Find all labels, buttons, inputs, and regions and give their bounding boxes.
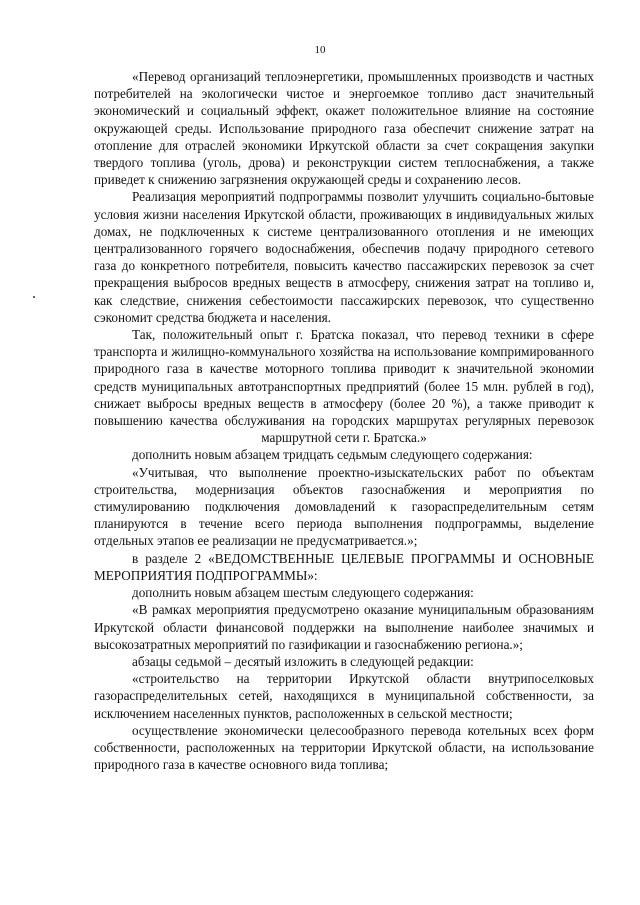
paragraph-gas-transfer-effect: «Перевод организаций теплоэнергетики, промышленных производств и частных потребителей на экологически чистое и энергоемкое топливо даст значительный экономический и социальный эффект, окажет положительное влияние на состояние окружающей среды. Использование природного газа обеспечит снижение затрат на отопление для отраслей экономики Иркутской области за счет сокращения закупки твердого топлива (уголь, дрова) и реконструкции систем теплоснабжения, а также приведет к снижению загрязнения окружающей среды и сохранению лесов.	[94, 69, 594, 188]
page-number: 10	[314, 44, 326, 56]
paragraph-subprogram-implementation: Реализация мероприятий подпрограммы позволит улучшить социально-бытовые условия жизни населения Иркутской области, проживающих в индивидуальных жилых домах, не подключенных к системе централизованного отопления и не имеющих централизованного горячего водоснабжения, обеспечив подачу природного сетевого газа до конкретного потребителя, повысить качество пассажирских перевозок за счет прекращения выбросов вредных веществ в атмосферу, снижения затрат на топливо и, как следствие, снижения себестоимости пассажирских перевозок, что существенно сэкономит средства бюджета и населения.	[94, 189, 594, 325]
paragraph-stages-quote: «Учитывая, что выполнение проектно-изыскательских работ по объектам строительства, модернизация объектов газоснабжения и мероприятия по стимулированию подключения домовладений к газораспределительным сетям планируются в течение всего периода выполнения подпрограммы, выделение отдельных этапов ее реализации не предусматривается.»;	[94, 464, 594, 549]
paragraph-boiler-transfer: осуществление экономически целесообразного перевода котельных всех форм собственности, расположенных на территории Иркутской области, на использование природного газа в качестве основного вида топлива;	[94, 722, 594, 773]
paragraph-7-10-redaction: абзацы седьмой – десятый изложить в следующей редакции:	[132, 653, 474, 669]
paragraph-section-2-heading: в разделе 2 «ВЕДОМСТВЕННЫЕ ЦЕЛЕВЫЕ ПРОГРАММЫ И ОСНОВНЫЕ МЕРОПРИЯТИЯ ПОДПРОГРАММЫ»:	[94, 550, 594, 583]
paragraph-bratsk-experience: Так, положительный опыт г. Братска показал, что перевод техники в сфере транспорта и жилищно-коммунального хозяйства на использование компримированного природного газа в качестве моторного топлива приводит к значительной экономии средств муниципальных автотранспортных предприятий (более 15 млн. рублей в год), снижает выбросы вредных веществ в атмосферу (более 20 %), а также приводит к повышению качества обслуживания на городских маршрутах регулярных перевозок маршрутной сети г. Братска.»	[94, 327, 594, 446]
paragraph-add-6th: дополнить новым абзацем шестым следующего содержания:	[132, 585, 474, 601]
paragraph-add-37th: дополнить новым абзацем тридцать седьмым следующего содержания:	[132, 447, 533, 463]
margin-dot	[33, 296, 35, 298]
paragraph-construction-networks: «строительство на территории Иркутской области внутрипоселковых газораспределительных сетей, находящихся в муниципальной собственности, за исключением населенных пунктов, расположенных в сельской местности;	[94, 671, 594, 721]
document-body	[94, 68, 594, 773]
paragraph-financial-support-quote: «В рамках мероприятия предусмотрено оказание муниципальным образованиям Иркутской области финансовой поддержки на выполнение наиболее значимых и высокозатратных мероприятий по газификации и газоснабжению региона.»;	[94, 602, 594, 652]
